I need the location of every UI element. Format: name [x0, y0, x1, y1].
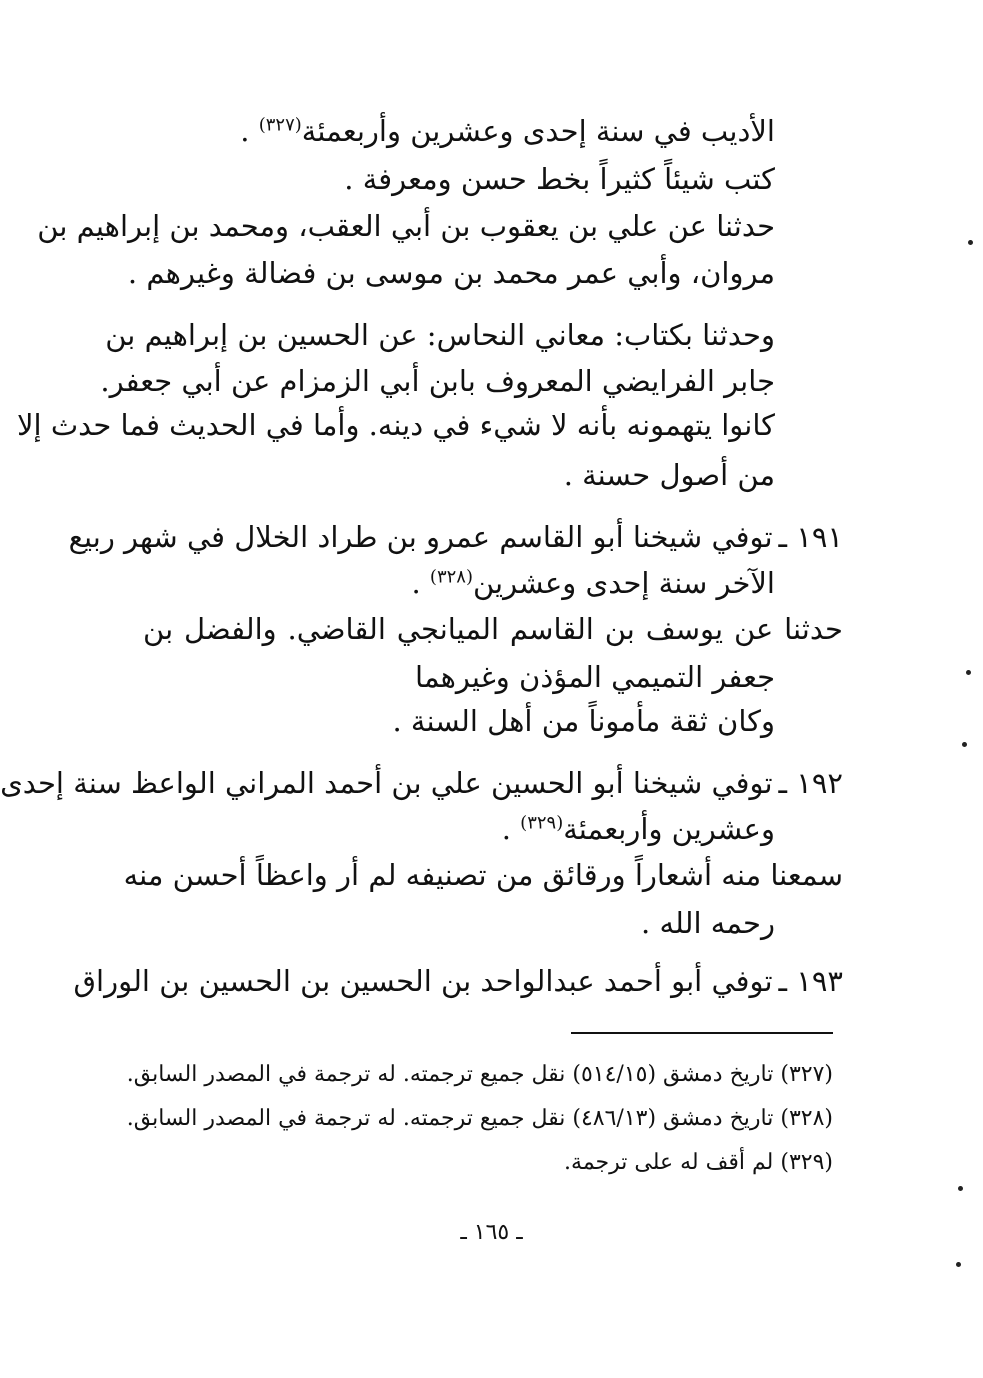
entry-193-heading: [73, 962, 843, 1000]
text-run: وعشرين وأربعمئة: [563, 812, 775, 846]
text-line: حدثنا عن يوسف بن القاسم الميانجي القاضي. والفضل بن: [143, 612, 843, 646]
footnote-separator: [571, 1032, 833, 1034]
text-line: وكان ثقة مأموناً من أهل السنة .: [392, 704, 775, 738]
footnote: (٣٢٩) لم أقف له على ترجمة.: [564, 1150, 833, 1175]
text-line: وحدثنا بكتاب: معاني النحاس: عن الحسين بن إبراهيم بن: [105, 318, 775, 352]
text-line: [145, 810, 775, 848]
text-line: جعفر التميمي المؤذن وغيرهما: [414, 660, 775, 694]
text-line: [145, 112, 775, 150]
entry-number: ١٩٣ ـ: [778, 964, 843, 998]
text-line: سمعنا منه أشعاراً ورقائق من تصنيفه لم أر واعظاً أحسن منه: [123, 858, 843, 892]
scan-speck: [956, 1262, 961, 1267]
text-run: توفي شيخنا أبو الحسين علي بن أحمد المراني الواعظ سنة إحدى: [0, 766, 773, 800]
text-line: جابر الفرايضي المعروف بابن أبي الزمزام عن أبي جعفر.: [100, 364, 775, 398]
footnote-reference: (٣٢٩): [520, 812, 564, 834]
text-run: .: [240, 114, 259, 148]
text-run: .: [501, 812, 521, 846]
text-line: من أصول حسنة .: [563, 458, 775, 492]
scan-speck: [968, 240, 973, 245]
text-run: الأديب في سنة إحدى وعشرين وأربعمئة: [301, 114, 775, 148]
text-line: كتب شيئاً كثيراً بخط حسن ومعرفة .: [344, 162, 775, 196]
footnote: (٣٢٨) تاريخ دمشق (٤٨٦/١٣) نقل جميع ترجمته. له ترجمة في المصدر السابق.: [126, 1106, 833, 1131]
footnote: (٣٢٧) تاريخ دمشق (٥١٤/١٥) نقل جميع ترجمته. له ترجمة في المصدر السابق.: [126, 1062, 833, 1087]
text-run: توفي شيخنا أبو القاسم عمرو بن طراد الخلال في شهر ربيع: [68, 520, 773, 554]
scan-speck: [958, 1186, 963, 1191]
text-run: توفي أبو أحمد عبدالواحد بن الحسين بن الحسين بن الوراق: [73, 964, 773, 998]
page-number: ـ ١٦٥ ـ: [460, 1220, 523, 1245]
entry-192-heading: [0, 764, 843, 802]
text-run: .: [411, 566, 430, 600]
entry-191-heading: [68, 518, 843, 556]
scan-speck: [962, 742, 967, 747]
text-run: الآخر سنة إحدى وعشرين: [472, 566, 775, 600]
text-line: رحمه الله .: [641, 906, 775, 940]
entry-number: ١٩١ ـ: [778, 520, 843, 554]
text-line: كانوا يتهمونه بأنه لا شيء في دينه. وأما في الحديث فما حدث إلا: [17, 408, 775, 442]
footnote-reference: (٣٢٧): [258, 114, 302, 136]
text-line: حدثنا عن علي بن يعقوب بن أبي العقب، ومحمد بن إبراهيم بن: [37, 209, 775, 243]
entry-number: ١٩٢ ـ: [778, 766, 843, 800]
text-line: مروان، وأبي عمر محمد بن موسى بن فضالة وغيرهم .: [127, 256, 775, 290]
scan-speck: [966, 670, 971, 675]
text-line: [145, 564, 775, 602]
footnote-reference: (٣٢٨): [429, 566, 473, 588]
